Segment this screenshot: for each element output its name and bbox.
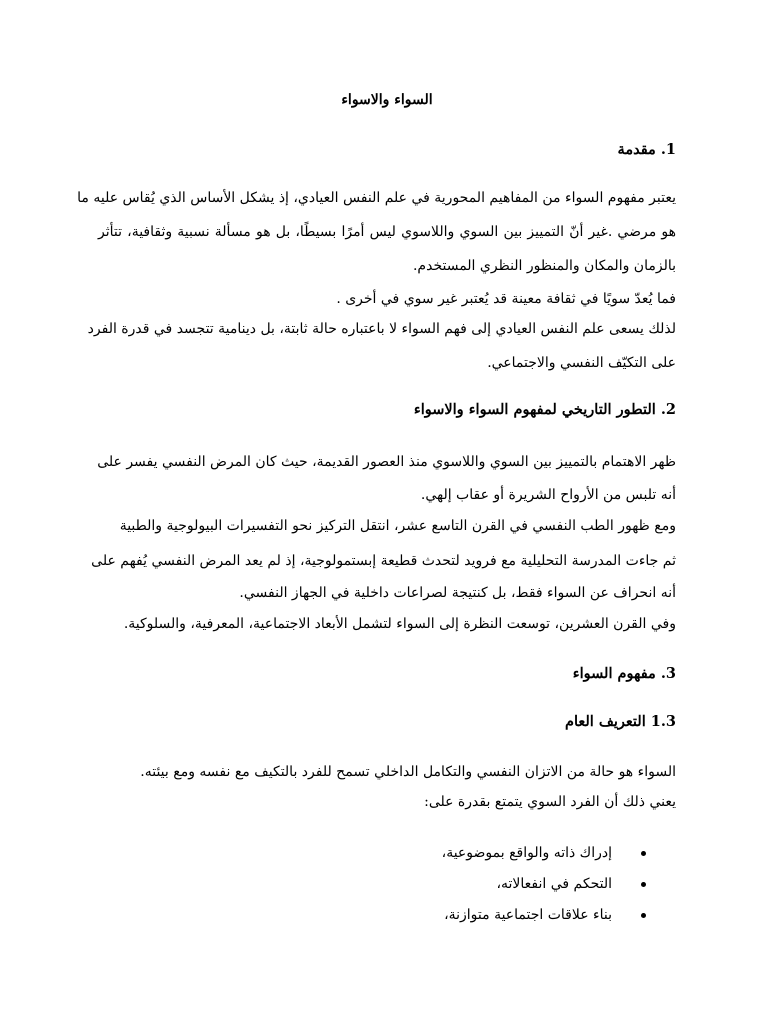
abilities-list bbox=[442, 842, 646, 935]
paragraph-line: أنه تلبس من الأرواح الشريرة أو عقاب إلهي. bbox=[420, 487, 676, 503]
paragraph-line: السواء هو حالة من الاتزان النفسي والتكامل الداخلي تسمح للفرد بالتكيف مع نفسه ومع بيئته. bbox=[140, 764, 676, 780]
list-item-text: إدراك ذاته والواقع بموضوعية، bbox=[441, 845, 612, 861]
section-heading-concept: 3. مفهوم السواء bbox=[572, 665, 676, 682]
list-item bbox=[442, 873, 646, 904]
paragraph-line: وفي القرن العشرين، توسعت النظرة إلى السواء لتشمل الأبعاد الاجتماعية، المعرفية، والسلوكية. bbox=[123, 616, 676, 632]
document-page bbox=[77, 0, 676, 1024]
paragraph-line: أنه انحراف عن السواء فقط، بل كنتيجة لصراعات داخلية في الجهاز النفسي. bbox=[239, 585, 676, 601]
paragraph-line: هو مرضي .غير أنّ التمييز بين السوي واللاسوي ليس أمرًا بسيطًا، بل هو مسألة نسبية وثقافية، تتأثر bbox=[98, 224, 676, 240]
list-item-text: التحكم في انفعالاته، bbox=[496, 876, 612, 892]
list-item bbox=[442, 842, 646, 873]
paragraph-line: يعتبر مفهوم السواء من المفاهيم المحورية في علم النفس العيادي، إذ يشكل الأساس الذي يُقاس عليه ما bbox=[77, 190, 676, 206]
paragraph-line: ومع ظهور الطب النفسي في القرن التاسع عشر، انتقل التركيز نحو التفسيرات البيولوجية والطبية bbox=[119, 518, 676, 534]
list-item-text: بناء علاقات اجتماعية متوازنة، bbox=[444, 907, 612, 923]
paragraph-line: فما يُعدّ سويًا في ثقافة معينة قد يُعتبر غير سوي في أخرى . bbox=[336, 291, 676, 307]
bullet-icon bbox=[641, 851, 646, 856]
paragraph-line: لذلك يسعى علم النفس العيادي إلى فهم السواء لا باعتباره حالة ثابتة، بل دينامية تتجسد في قدرة الفرد bbox=[87, 321, 676, 337]
paragraph-line: يعني ذلك أن الفرد السوي يتمتع بقدرة على: bbox=[424, 794, 676, 810]
list-item bbox=[442, 904, 646, 935]
paragraph-line: ظهر الاهتمام بالتمييز بين السوي واللاسوي منذ العصور القديمة، حيث كان المرض النفسي يفسر على bbox=[97, 454, 676, 470]
section-heading-history: 2. التطور التاريخي لمفهوم السواء والاسواء bbox=[413, 401, 676, 418]
bullet-icon bbox=[641, 882, 646, 887]
paragraph-line: بالزمان والمكان والمنظور النظري المستخدم. bbox=[412, 258, 676, 274]
paragraph-line: على التكيّف النفسي والاجتماعي. bbox=[487, 355, 676, 371]
paragraph-line: ثم جاءت المدرسة التحليلية مع فرويد لتحدث قطيعة إبستمولوجية، إذ لم يعد المرض النفسي يُفهم على bbox=[91, 553, 676, 569]
bullet-icon bbox=[641, 913, 646, 918]
section-heading-introduction: 1. مقدمة bbox=[617, 141, 676, 158]
sub-heading-general-definition: 1.3 التعريف العام bbox=[564, 713, 676, 730]
document-title: السواء والاسواء bbox=[341, 92, 433, 108]
